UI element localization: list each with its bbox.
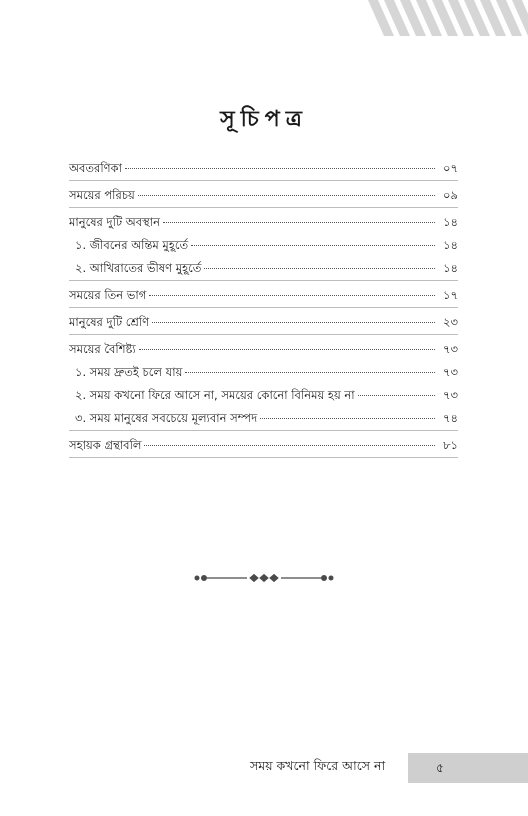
toc-entry-title: ২. সময় কখনো ফিরে আসে না, সময়ের কোনো বিনিময় হয় না	[75, 388, 355, 402]
dot-leader	[163, 222, 435, 223]
dot-leader	[125, 168, 435, 169]
toc-entry[interactable]	[69, 157, 458, 181]
toc-subentry[interactable]	[69, 407, 458, 431]
toc-entry-page: ৭৩	[443, 365, 458, 379]
dot-leader	[204, 268, 435, 269]
toc-entry[interactable]	[69, 184, 458, 208]
toc-subentry[interactable]	[69, 234, 458, 257]
table-of-contents	[69, 157, 458, 461]
dot-leader	[144, 445, 435, 446]
toc-subentry[interactable]	[69, 257, 458, 281]
page-number-box	[408, 753, 528, 783]
toc-entry-page: ৮১	[443, 438, 458, 452]
toc-entry-title: সময়ের বৈশিষ্ট্য	[69, 342, 136, 356]
toc-entry[interactable]	[69, 338, 458, 361]
toc-entry-page: ১৪	[443, 215, 458, 229]
toc-entry-page: ০৭	[443, 161, 458, 175]
toc-entry-title: সময়ের তিন ভাগ	[69, 288, 147, 302]
dot-leader	[191, 245, 435, 246]
toc-entry-page: ৭৪	[443, 411, 458, 425]
toc-entry[interactable]	[69, 434, 458, 458]
dot-leader	[152, 322, 435, 323]
toc-entry-title: ৩. সময় মানুষের সবচেয়ে মূল্যবান সম্পদ	[75, 411, 258, 425]
toc-entry-title: অবতরণিকা	[69, 161, 122, 175]
page-number: ৫	[436, 761, 444, 775]
toc-entry-title: ২. আখিরাতের ভীষণ মুহূর্তে	[75, 261, 202, 275]
toc-subentry[interactable]	[69, 361, 458, 384]
toc-entry-page: ৭৩	[443, 388, 458, 402]
toc-entry[interactable]	[69, 311, 458, 335]
toc-entry-title: মানুষের দুটি অবস্থান	[69, 215, 160, 229]
toc-subentry[interactable]	[69, 384, 458, 407]
toc-entry-page: ৭৩	[443, 342, 458, 356]
corner-stripes-decoration	[368, 0, 528, 36]
running-footer-title: সময় কখনো ফিরে আসে না	[250, 758, 386, 773]
dot-leader	[358, 395, 435, 396]
toc-entry-page: ২৩	[443, 315, 458, 329]
toc-entry-title: সময়ের পরিচয়	[69, 188, 135, 202]
dot-leader	[139, 349, 435, 350]
dot-leader	[138, 195, 435, 196]
toc-entry-title: ১. জীবনের অন্তিম মুহূর্তে	[75, 238, 189, 252]
toc-entry-title: ১. সময় দ্রুতই চলে যায়	[75, 365, 183, 379]
toc-entry-page: ১৪	[443, 238, 458, 252]
dot-leader	[260, 418, 435, 419]
toc-entry-page: ০৯	[443, 188, 458, 202]
dot-leader	[149, 295, 435, 296]
toc-entry-page: ১৭	[443, 288, 458, 302]
toc-entry-title: মানুষের দুটি শ্রেণি	[69, 315, 150, 329]
page-title: সূচিপত্র	[220, 106, 308, 132]
ornament-divider	[194, 571, 334, 585]
toc-entry-page: ১৪	[443, 261, 458, 275]
toc-entry[interactable]	[69, 284, 458, 308]
dot-leader	[185, 372, 435, 373]
toc-entry[interactable]	[69, 211, 458, 234]
toc-entry-title: সহায়ক গ্রন্থাবলি	[69, 438, 142, 452]
